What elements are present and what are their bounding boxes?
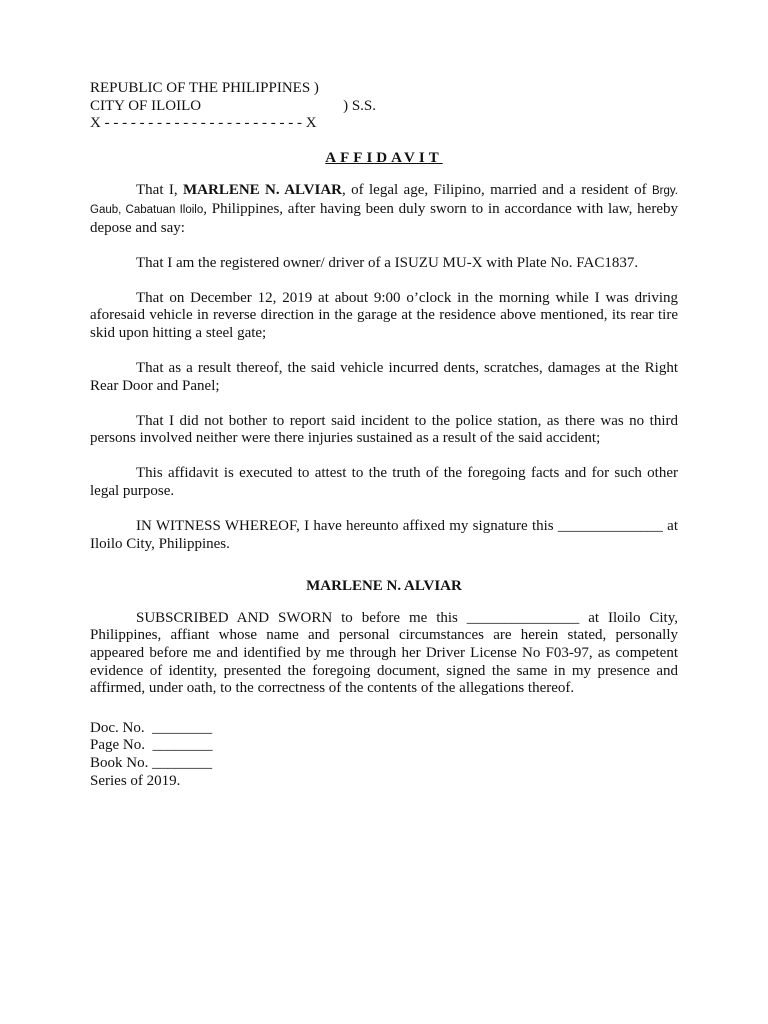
signatory-name: MARLENE N. ALVIAR (306, 578, 462, 595)
intro-paragraph (90, 182, 678, 237)
affidavit-document (90, 80, 678, 790)
page-no: Page No. ________ (90, 737, 213, 754)
intro-prefix: That I, (136, 182, 183, 199)
series-year: Series of 2019. (90, 772, 181, 789)
paragraph-no-report: That I did not bother to report said incident to the police station, as there was no third persons involved neither were there injuries sustained as a result of the said accident; (90, 412, 678, 447)
caption-city (90, 98, 678, 116)
doc-no: Doc. No. ________ (90, 719, 213, 736)
jurat-paragraph: SUBSCRIBED AND SWORN to before me this _______________ at Iloilo City, Philippines, affiant whose name and personal circumstances are herein stated, personally appeared before me and identified by me through her Driver License No F03-97, as competent evidence of identity, presented the foregoing document, signed the same in my presence and affirmed, under oath, to the correctness of the contents of the allegations thereof. (90, 609, 678, 697)
affiant-name: MARLENE N. ALVIAR (183, 182, 342, 199)
document-title: AFFIDAVIT (325, 149, 443, 166)
notarial-ledger (90, 720, 678, 790)
affiant-address: Brgy. Gaub, Cabatuan Iloilo (90, 185, 678, 216)
paragraph-incident: That on December 12, 2019 at about 9:00 o’clock in the morning while I was driving aforesaid vehicle in reverse direction in the garage at the residence above mentioned, its rear tire skid upon hitting a steel gate; (90, 289, 678, 341)
paragraph-purpose: This affidavit is executed to attest to the truth of the foregoing facts and for such other legal purpose. (90, 465, 678, 499)
caption-ss: ) S.S. (343, 97, 377, 114)
paragraph-ownership: That I am the registered owner/ driver of a ISUZU MU-X with Plate No. FAC1837. (136, 254, 639, 271)
intro-suffix: , Philippines, after having been duly sworn to in accordance with law, hereby depose and say: (90, 200, 678, 236)
intro-mid: , of legal age, Filipino, married and a resident of (342, 182, 652, 199)
book-no: Book No. ________ (90, 755, 213, 772)
paragraph-damage: That as a result thereof, the said vehicle incurred dents, scratches, damages at the Right Rear Door and Panel; (90, 360, 678, 394)
caption-x-line: X - - - - - - - - - - - - - - - - - - - - - - - X (90, 115, 317, 132)
paragraph-witness: IN WITNESS WHEREOF, I have hereunto affixed my signature this ______________ at Iloilo City, Philippines. (90, 518, 678, 552)
caption-city-label: CITY OF ILOILO (90, 97, 202, 114)
caption-republic: REPUBLIC OF THE PHILIPPINES ) (90, 80, 319, 96)
venue-caption (90, 80, 678, 133)
